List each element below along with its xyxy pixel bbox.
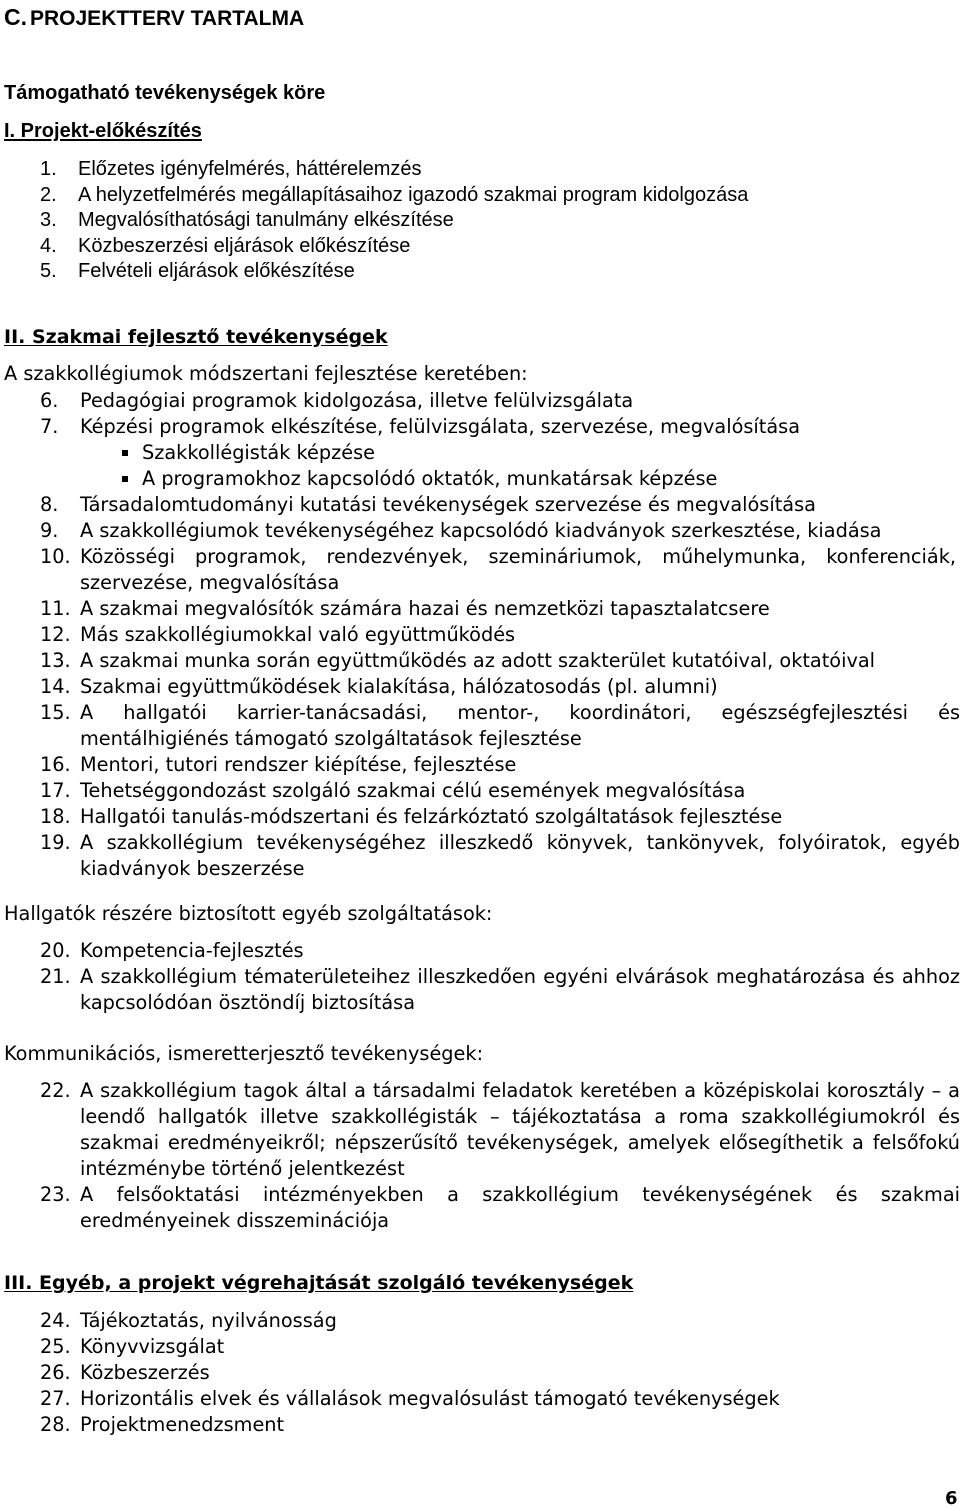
chapter-title: PROJEKTTERV TARTALMA: [30, 7, 305, 30]
communication-intro: Kommunikációs, ismeretterjesztő tevékenységek:: [4, 1042, 484, 1065]
list-item: 13. A szakmai munka során együttműködés az adott szakterület kutatóival, oktatóival: [40, 649, 876, 672]
section-1-list: [40, 157, 748, 285]
section-2-bullets: [142, 440, 717, 492]
list-item: 1. Előzetes igényfelmérés, háttérelemzés: [40, 158, 422, 180]
services-list: [40, 938, 960, 1016]
section-2-intro: A szakkollégiumok módszertani fejlesztése keretében:: [4, 362, 528, 385]
list-item: A programokhoz kapcsolódó oktatók, munkatársak képzése: [142, 466, 717, 492]
list-item: 14. Szakmai együttműködések kialakítása, hálózatosodás (pl. alumni): [40, 675, 718, 698]
list-item: 6. Pedagógiai programok kidolgozása, illetve felülvizsgálata: [40, 389, 634, 412]
chapter-letter: C.: [4, 4, 27, 30]
document-title: [4, 4, 304, 31]
list-item: 21. A szakkollégium tématerületeihez illeszkedően egyéni elvárások meghatározása és ahhoz kapcsolódóan ösztöndíj biztosítása: [40, 965, 960, 1014]
section-2-list-a: [40, 388, 960, 440]
list-item: 7. Képzési programok elkészítése, felülvizsgálata, szervezése, megvalósítása: [40, 415, 801, 438]
list-item: 2. A helyzetfelmérés megállapításaihoz igazodó szakmai program kidolgozása: [40, 183, 749, 206]
list-item: 23. A felsőoktatási intézményekben a szakkollégium tevékenységének és szakmai eredményeinek disszeminációja: [40, 1183, 960, 1232]
list-item: 8. Társadalomtudományi kutatási tevékenységek szervezése és megvalósítása: [40, 493, 816, 516]
list-item: 28. Projektmenedzsment: [40, 1413, 285, 1436]
section-3-title: III. Egyéb, a projekt végrehajtását szolgáló tevékenységek: [4, 1272, 634, 1294]
list-item: 11. A szakmai megvalósítók számára hazai és nemzetközi tapasztalatcsere: [40, 597, 770, 620]
list-item: 15. A hallgatói karrier-tanácsadási, mentor-, koordinátori, egészségfejlesztési és mentálhigiénés támogató szolgáltatások fejlesztése: [40, 701, 960, 750]
list-item: 5. Felvételi eljárások előkészítése: [40, 260, 355, 283]
list-item: 20. Kompetencia-fejlesztés: [40, 939, 304, 962]
communication-list: [40, 1078, 960, 1234]
list-item: 17. Tehetséggondozást szolgáló szakmai célú események megvalósítása: [40, 779, 746, 802]
list-item: 22. A szakkollégium tagok által a társadalmi feladatok keretében a középiskolai korosztály – a leendő hallgatók illetve szakkollégisták – tájékoztatása a roma szakkollégiumokról és szakmai eredményeikről; népszerűsítő tevékenységek, amelyek elősegíthetik a felsőfokú intézménybe történő jelentkezést: [40, 1079, 960, 1180]
list-item: 16. Mentori, tutori rendszer kiépítése, fejlesztése: [40, 753, 517, 776]
section-3-list: [40, 1308, 960, 1438]
square-bullet-icon: [122, 476, 128, 482]
list-item: Szakkollégisták képzése: [142, 440, 717, 466]
page-number: 6: [945, 1488, 958, 1509]
section-2-title: II. Szakmai fejlesztő tevékenységek: [4, 326, 388, 348]
list-item: 19. A szakkollégium tevékenységéhez illeszkedő könyvek, tankönyvek, folyóiratok, egyéb kiadványok beszerzése: [40, 831, 960, 880]
list-item: 3. Megvalósíthatósági tanulmány elkészítése: [40, 209, 454, 232]
section-1-title: I. Projekt-előkészítés: [4, 120, 202, 142]
list-item: 25. Könyvvizsgálat: [40, 1335, 225, 1358]
list-item: 4. Közbeszerzési eljárások előkészítése: [40, 234, 411, 257]
list-item: 9. A szakkollégiumok tevékenységéhez kapcsolódó kiadványok szerkesztése, kiadása: [40, 519, 882, 542]
section-2-list-b: [40, 492, 960, 882]
services-intro: Hallgatók részére biztosított egyéb szolgáltatások:: [4, 902, 493, 925]
list-item: 27. Horizontális elvek és vállalások megvalósulást támogató tevékenységek: [40, 1387, 780, 1410]
list-item: 10. Közösségi programok, rendezvények, szemináriumok, műhelymunka, konferenciák, szervezése, megvalósítása: [40, 545, 956, 594]
list-item: 12. Más szakkollégiumokkal való együttműködés: [40, 623, 516, 646]
square-bullet-icon: [122, 450, 128, 456]
list-item: 18. Hallgatói tanulás-módszertani és felzárkóztató szolgáltatások fejlesztése: [40, 805, 783, 828]
list-item: 24. Tájékoztatás, nyilvánosság: [40, 1309, 337, 1332]
scope-title: Támogatható tevékenységek köre: [4, 82, 326, 104]
list-item: 26. Közbeszerzés: [40, 1361, 210, 1384]
